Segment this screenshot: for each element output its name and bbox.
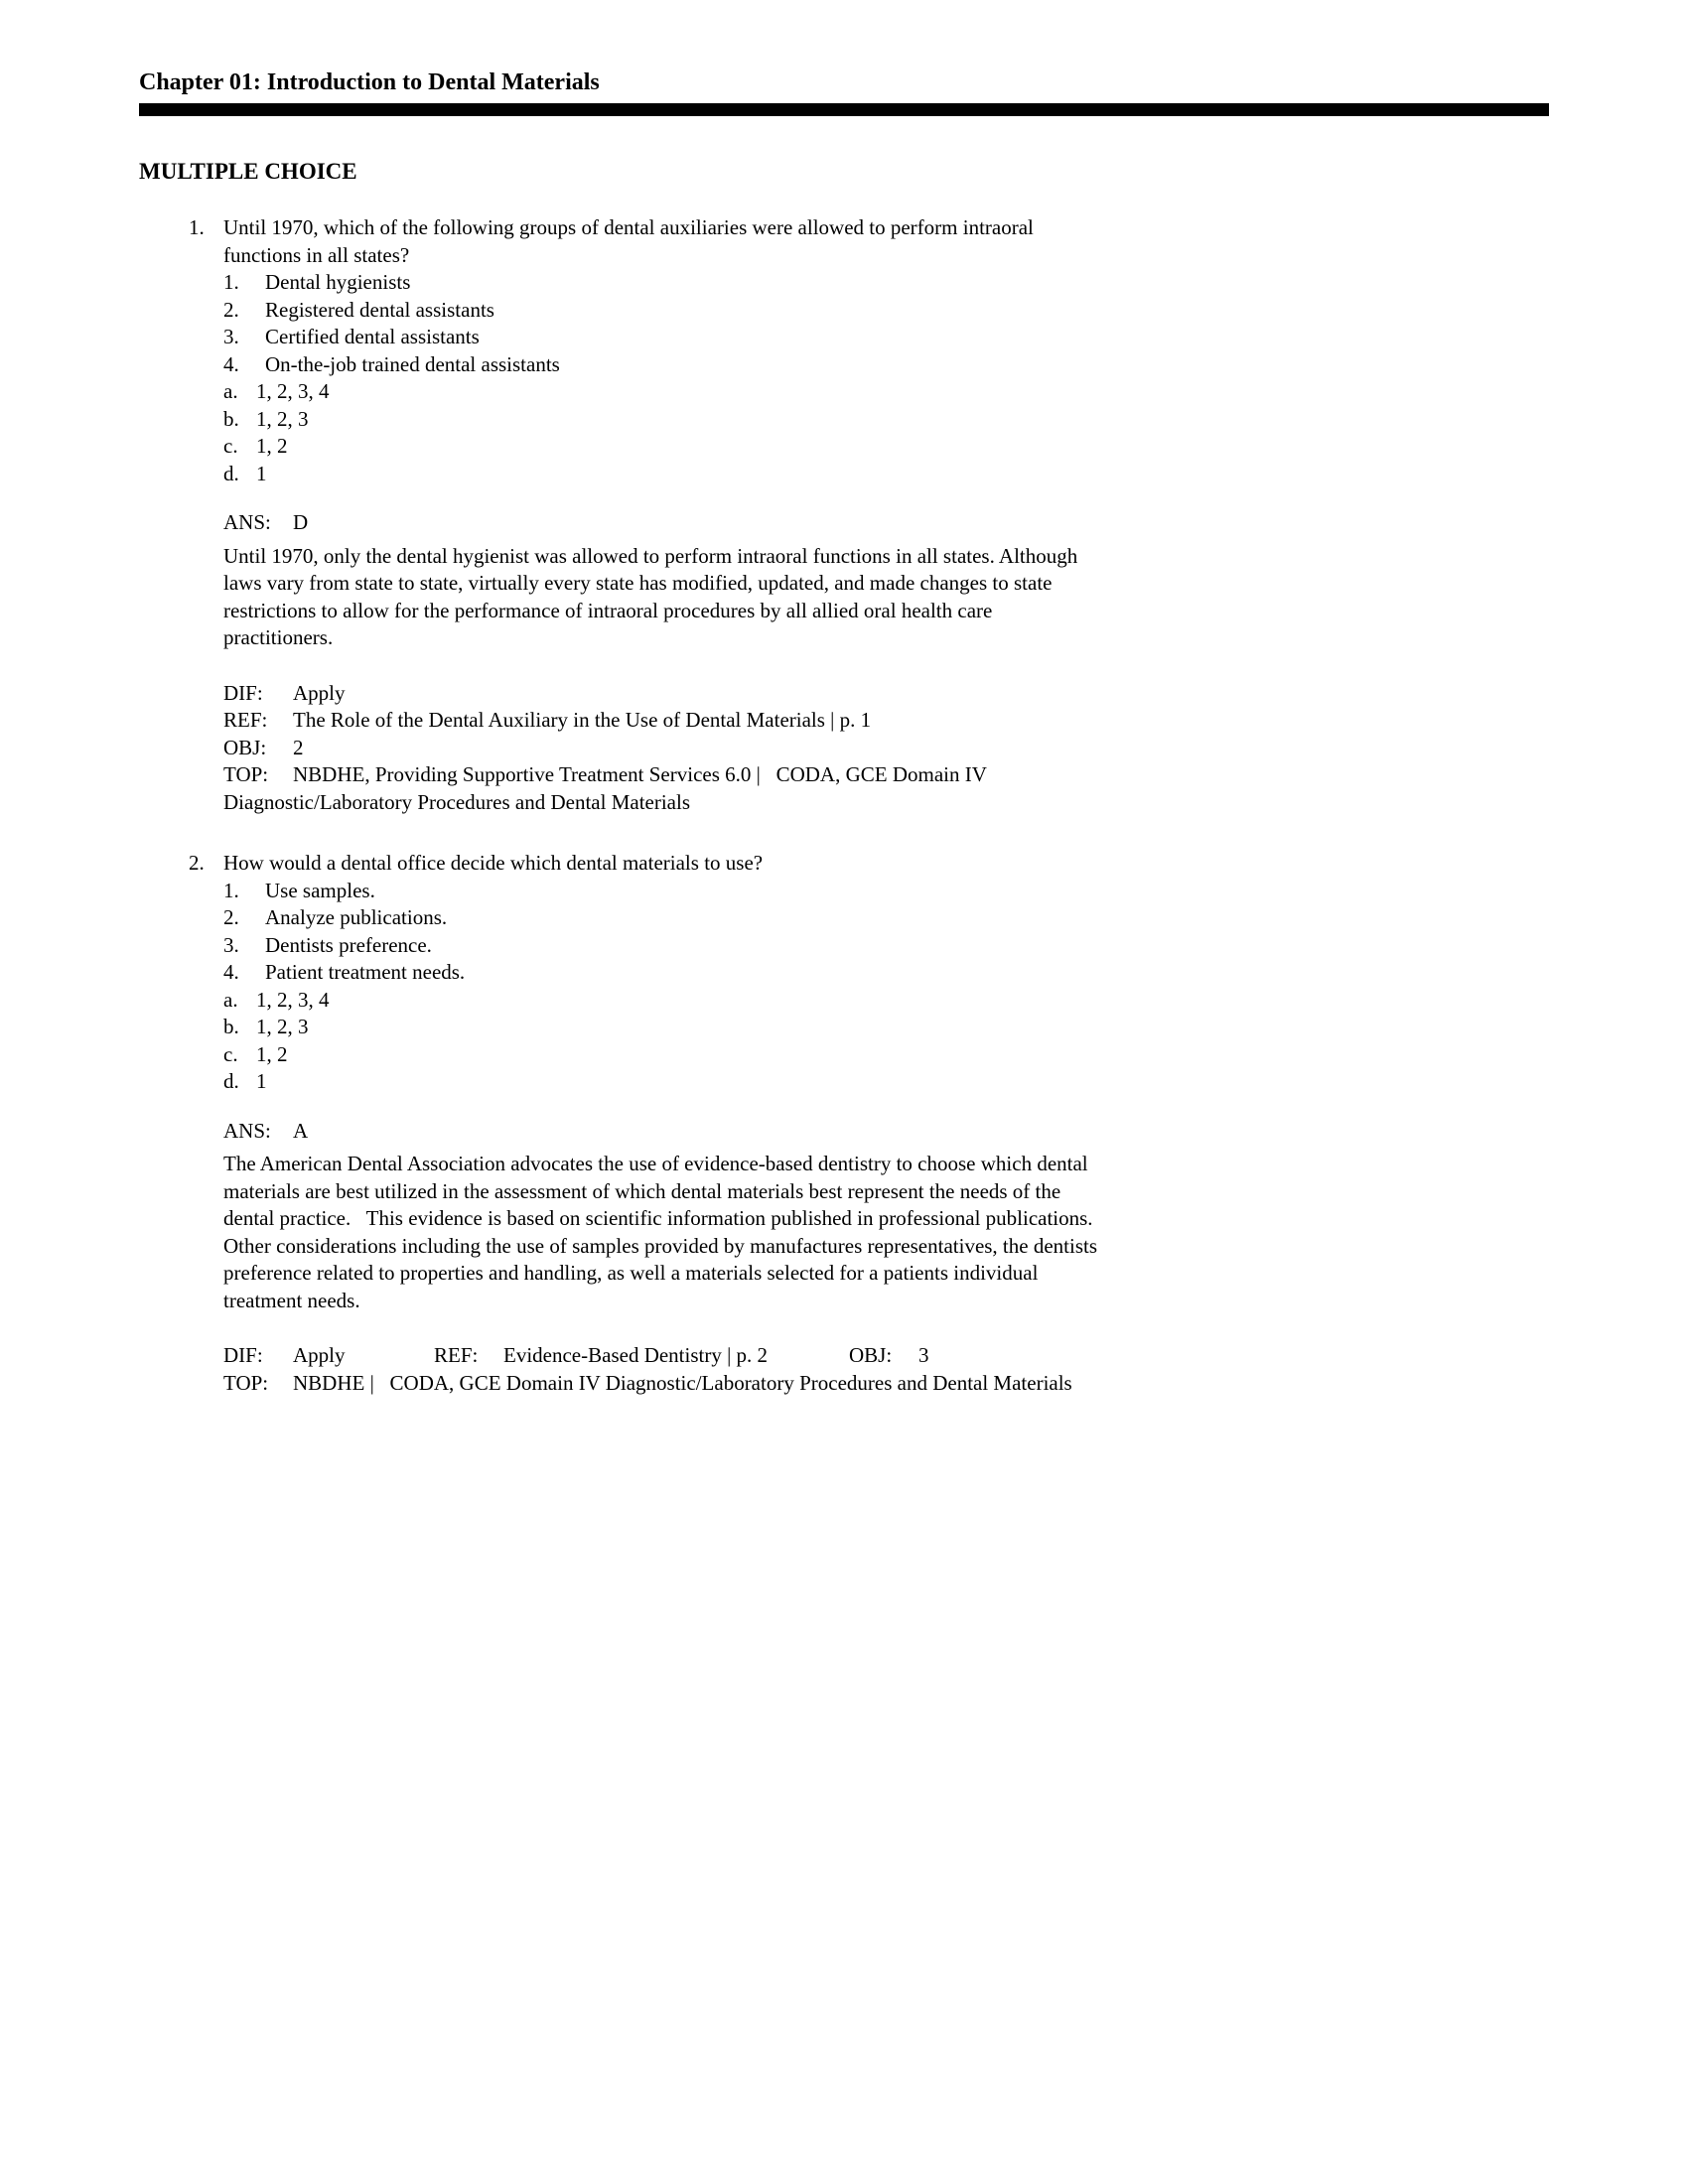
rationale-text: The American Dental Association advocates the use of evidence-based dentistry to choose which dental materials are best utilized in the assessment of which dental materials best represent the needs of the dental practice. This evidence is based on scientific information published in professional publications. Other considerations including the use of samples provided by manufactures representatives, the dentists preference related to properties and handling, as well a materials selected for a patients individual treatment needs. xyxy=(223,1152,1109,1312)
numbered-item-number: 1. xyxy=(223,270,239,294)
choice-letter: d. xyxy=(223,1069,239,1093)
numbered-options xyxy=(223,269,1102,378)
answer-choices xyxy=(223,378,1102,487)
answer-line xyxy=(223,509,1102,537)
meta-row-ref xyxy=(223,707,1102,735)
choice-letter: b. xyxy=(223,406,239,431)
answer-value: A xyxy=(293,1118,309,1143)
numbered-options xyxy=(223,878,1102,987)
dif-label: DIF: xyxy=(223,680,263,705)
numbered-item-text: Patient treatment needs. xyxy=(265,960,466,984)
numbered-item-text: Certified dental assistants xyxy=(265,325,480,348)
obj-pair xyxy=(849,1342,929,1370)
meta-row-dif xyxy=(223,680,1102,708)
question-stem: How would a dental office decide which dental materials to use? xyxy=(223,851,764,875)
answer-label: ANS: xyxy=(223,1118,271,1143)
choice-text: 1, 2, 3 xyxy=(256,406,309,431)
top-value: NBDHE, Providing Supportive Treatment Services 6.0 | CODA, GCE Domain IV Diagnostic/Laboratory Procedures and Dental Materials xyxy=(223,762,992,814)
choice-letter: c. xyxy=(223,434,238,458)
numbered-item xyxy=(223,959,1102,987)
meta-row-obj xyxy=(223,735,1102,762)
numbered-item xyxy=(223,904,1102,932)
question-metadata xyxy=(223,680,1102,817)
answer-label: ANS: xyxy=(223,510,271,534)
numbered-item-text: On-the-job trained dental assistants xyxy=(265,351,560,376)
obj-value: 2 xyxy=(293,735,304,759)
top-label: TOP: xyxy=(223,1370,269,1395)
obj-label: OBJ: xyxy=(849,1343,893,1367)
question-body xyxy=(223,214,1102,816)
choice-item xyxy=(223,461,1102,488)
numbered-item-number: 1. xyxy=(223,878,239,902)
numbered-item-number: 2. xyxy=(223,905,239,929)
page-title: Chapter 01: Introduction to Dental Materials xyxy=(139,69,600,95)
dif-pair xyxy=(223,1342,434,1370)
answer-choices xyxy=(223,987,1102,1096)
question-body xyxy=(223,850,1109,1397)
dif-value: Apply xyxy=(293,680,346,705)
top-value: NBDHE | CODA, GCE Domain IV Diagnostic/Laboratory Procedures and Dental Materials xyxy=(293,1370,1072,1395)
numbered-item-number: 2. xyxy=(223,297,239,322)
numbered-item-number: 4. xyxy=(223,351,239,376)
answer-value: D xyxy=(293,510,309,534)
numbered-item xyxy=(223,878,1102,905)
numbered-item-number: 3. xyxy=(223,325,239,348)
ref-value: Evidence-Based Dentistry | p. 2 xyxy=(503,1343,769,1367)
question-row xyxy=(189,214,1549,816)
meta-row-dif-ref-obj xyxy=(223,1342,1102,1370)
choice-text: 1 xyxy=(256,461,267,485)
numbered-item-text: Analyze publications. xyxy=(265,905,448,929)
question-block xyxy=(189,214,1549,816)
numbered-item-text: Dental hygienists xyxy=(265,270,411,294)
ref-value: The Role of the Dental Auxiliary in the Use of Dental Materials | p. 1 xyxy=(293,708,872,732)
ref-pair xyxy=(434,1342,849,1370)
meta-row-top xyxy=(223,1370,1102,1398)
dif-label: DIF: xyxy=(223,1343,263,1367)
numbered-item xyxy=(223,932,1102,960)
answer-line xyxy=(223,1118,1102,1146)
choice-letter: c. xyxy=(223,1041,238,1066)
question-number: 1. xyxy=(189,215,205,239)
choice-letter: d. xyxy=(223,461,239,485)
choice-text: 1, 2, 3 xyxy=(256,1015,309,1038)
choice-item xyxy=(223,378,1102,406)
dif-value: Apply xyxy=(293,1343,346,1367)
meta-row-top xyxy=(223,761,1102,816)
numbered-item xyxy=(223,269,1102,297)
choice-item xyxy=(223,1014,1102,1041)
choice-item xyxy=(223,433,1102,461)
rationale-text: Until 1970, only the dental hygienist was allowed to perform intraoral functions in all states. Although laws vary from state to state, virtually every state has modified, updated, and made changes to state restrictions to allow for the performance of intraoral procedures by all allied oral health care practitioners. xyxy=(223,543,1083,649)
section-heading: MULTIPLE CHOICE xyxy=(139,158,357,184)
choice-text: 1 xyxy=(256,1069,267,1093)
choice-text: 1, 2 xyxy=(256,1041,288,1066)
choice-item xyxy=(223,1068,1102,1096)
question-metadata xyxy=(223,1342,1102,1397)
numbered-item-text: Dentists preference. xyxy=(265,932,432,957)
choice-item xyxy=(223,1041,1102,1069)
numbered-item-number: 3. xyxy=(223,932,239,957)
choice-item xyxy=(223,406,1102,434)
choice-letter: b. xyxy=(223,1015,239,1038)
top-label: TOP: xyxy=(223,762,269,786)
question-row xyxy=(189,850,1549,1397)
ref-label: REF: xyxy=(223,708,268,732)
ref-label: REF: xyxy=(434,1343,479,1367)
numbered-item-text: Use samples. xyxy=(265,878,375,902)
choice-item xyxy=(223,987,1102,1015)
choice-letter: a. xyxy=(223,987,238,1012)
title-divider-rule xyxy=(139,103,1549,116)
choice-text: 1, 2 xyxy=(256,434,288,458)
numbered-item xyxy=(223,351,1102,379)
numbered-item xyxy=(223,324,1102,351)
choice-text: 1, 2, 3, 4 xyxy=(256,987,330,1012)
question-number: 2. xyxy=(189,851,205,875)
obj-label: OBJ: xyxy=(223,735,267,759)
numbered-item-number: 4. xyxy=(223,960,239,984)
obj-value: 3 xyxy=(918,1343,929,1367)
numbered-item xyxy=(223,297,1102,325)
question-block xyxy=(189,850,1549,1397)
choice-letter: a. xyxy=(223,379,238,403)
question-stem: Until 1970, which of the following groups of dental auxiliaries were allowed to perform intraoral functions in all states? xyxy=(223,215,1040,267)
numbered-item-text: Registered dental assistants xyxy=(265,297,494,322)
choice-text: 1, 2, 3, 4 xyxy=(256,379,330,403)
